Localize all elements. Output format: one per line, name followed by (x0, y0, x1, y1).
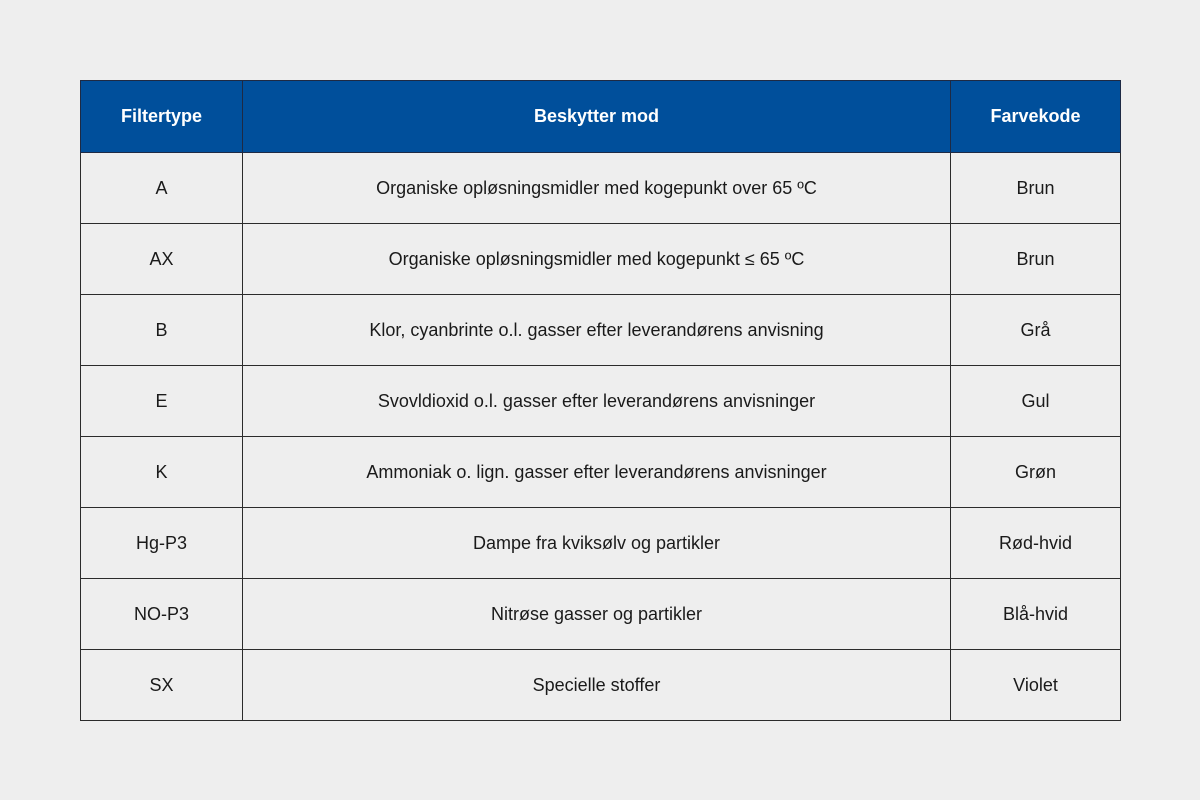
cell-protects-against: Specielle stoffer (243, 650, 951, 721)
cell-color-code: Gul (951, 366, 1121, 437)
cell-filter-type: Hg-P3 (81, 508, 243, 579)
header-protects-against: Beskytter mod (243, 81, 951, 153)
cell-protects-against: Organiske opløsningsmidler med kogepunkt ≤ 65 ºC (243, 224, 951, 295)
table-row (81, 579, 1121, 650)
cell-color-code: Rød-hvid (951, 508, 1121, 579)
cell-protects-against: Nitrøse gasser og partikler (243, 579, 951, 650)
cell-color-code: Blå-hvid (951, 579, 1121, 650)
filter-table (80, 80, 1121, 721)
cell-filter-type: K (81, 437, 243, 508)
cell-protects-against: Svovldioxid o.l. gasser efter leverandørens anvisninger (243, 366, 951, 437)
cell-color-code: Grøn (951, 437, 1121, 508)
table-row (81, 437, 1121, 508)
filter-table-container (80, 80, 1120, 721)
header-filter-type: Filtertype (81, 81, 243, 153)
table-row (81, 366, 1121, 437)
cell-filter-type: B (81, 295, 243, 366)
cell-protects-against: Organiske opløsningsmidler med kogepunkt over 65 ºC (243, 153, 951, 224)
cell-filter-type: E (81, 366, 243, 437)
table-row (81, 224, 1121, 295)
table-row (81, 650, 1121, 721)
header-color-code: Farvekode (951, 81, 1121, 153)
cell-filter-type: SX (81, 650, 243, 721)
cell-filter-type: NO-P3 (81, 579, 243, 650)
cell-protects-against: Ammoniak o. lign. gasser efter leverandørens anvisninger (243, 437, 951, 508)
cell-filter-type: AX (81, 224, 243, 295)
table-row (81, 153, 1121, 224)
table-header (81, 81, 1121, 153)
cell-protects-against: Klor, cyanbrinte o.l. gasser efter leverandørens anvisning (243, 295, 951, 366)
table-row (81, 295, 1121, 366)
cell-protects-against: Dampe fra kviksølv og partikler (243, 508, 951, 579)
cell-color-code: Brun (951, 224, 1121, 295)
header-row (81, 81, 1121, 153)
table-row (81, 508, 1121, 579)
cell-color-code: Brun (951, 153, 1121, 224)
cell-color-code: Grå (951, 295, 1121, 366)
cell-filter-type: A (81, 153, 243, 224)
cell-color-code: Violet (951, 650, 1121, 721)
table-body (81, 153, 1121, 721)
